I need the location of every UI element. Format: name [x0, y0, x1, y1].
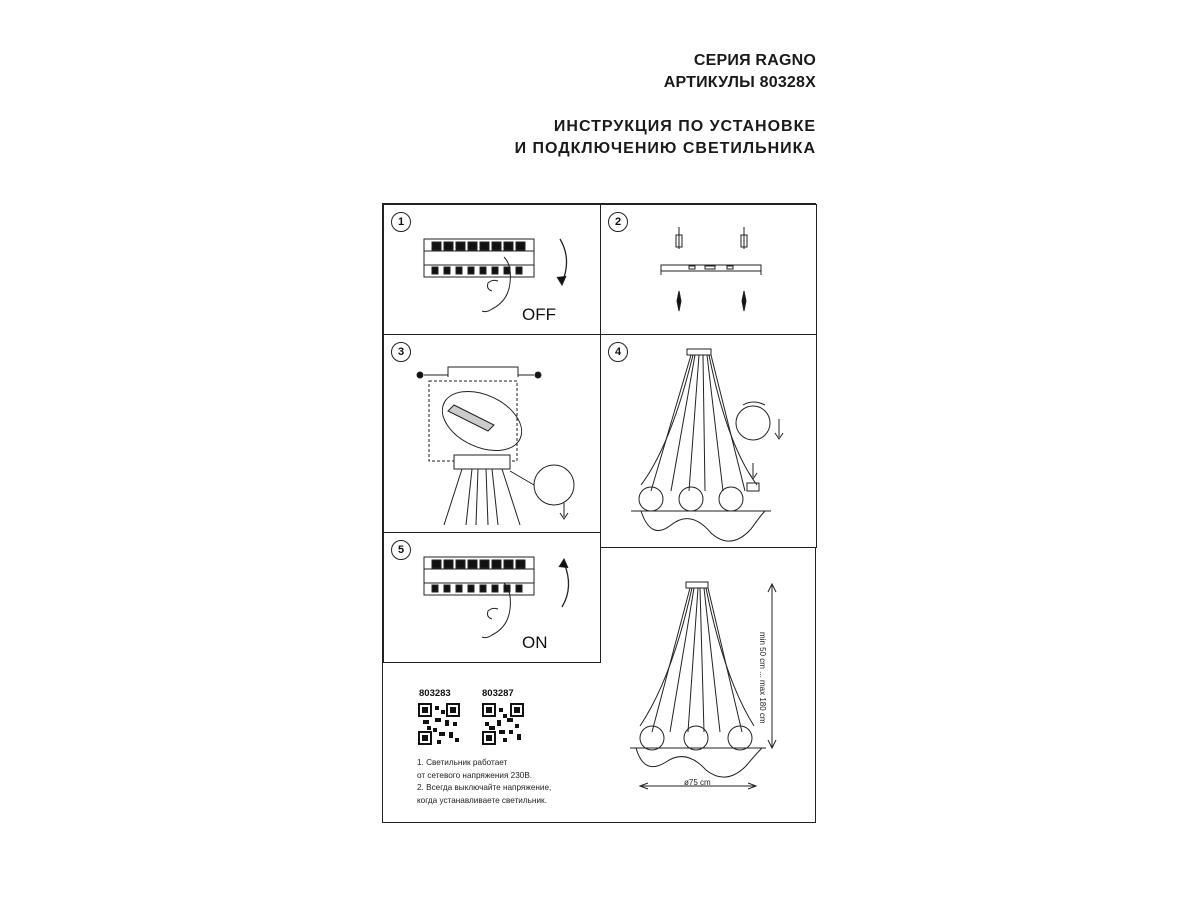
- step-4-number: 4: [608, 342, 628, 362]
- step-5-panel: [383, 532, 601, 663]
- breaker-on-illustration: [384, 533, 602, 664]
- step-3-panel: [383, 334, 601, 533]
- qr-code-left-icon: [417, 702, 463, 746]
- instruction-sheet: [382, 203, 816, 823]
- note-line-4: когда устанавливаете светильник.: [417, 795, 547, 805]
- note-line-3: 2. Всегда выключайте напряжение,: [417, 783, 552, 792]
- step-5-number: 5: [391, 540, 411, 560]
- step-3-number: 3: [391, 342, 411, 362]
- mounting-bracket-illustration: [601, 205, 818, 336]
- qr-code-right-icon: [481, 702, 527, 746]
- instruction-title-line1: ИНСТРУКЦИЯ ПО УСТАНОВКЕ: [553, 118, 816, 135]
- on-label: ON: [522, 633, 548, 652]
- note-line-2: от сетевого напряжения 230В.: [417, 770, 533, 780]
- series-title: СЕРИЯ RAGNO: [693, 52, 816, 69]
- diameter-dimension-label: ø75 cm: [684, 778, 711, 787]
- chandelier-glass-assembly-illustration: [601, 335, 818, 549]
- off-label: OFF: [522, 305, 556, 324]
- note-line-1: 1. Светильник работает: [417, 758, 508, 767]
- step-1-number: 1: [391, 212, 411, 232]
- article-code-right: 803287: [482, 688, 514, 699]
- instruction-title-line2: И ПОДКЛЮЧЕНИЮ СВЕТИЛЬНИКА: [514, 140, 816, 157]
- breaker-off-illustration: [384, 205, 602, 336]
- step-1-panel: [383, 204, 601, 335]
- notes-block: [417, 757, 551, 807]
- header-instruction-block: [515, 116, 816, 160]
- step-2-panel: [600, 204, 817, 335]
- articles-title: АРТИКУЛЫ 80328X: [663, 74, 816, 91]
- header-series-block: [664, 50, 816, 94]
- height-dimension-label: min 50 cm ... max 180 cm: [758, 632, 767, 724]
- step-4-panel: [600, 334, 817, 548]
- wiring-connection-illustration: [384, 335, 602, 534]
- article-code-left: 803283: [419, 688, 451, 699]
- step-2-number: 2: [608, 212, 628, 232]
